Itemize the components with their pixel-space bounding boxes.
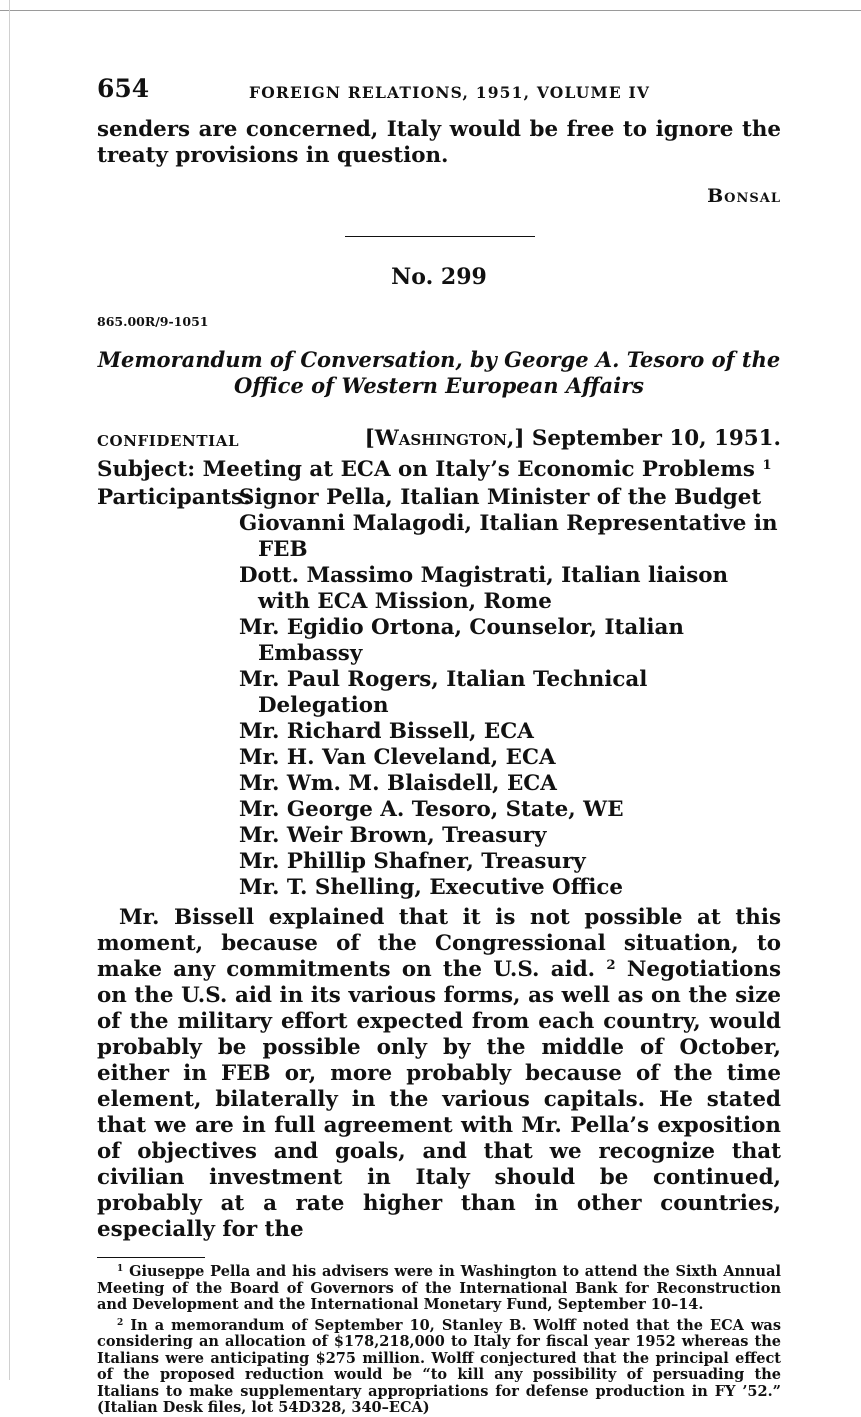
footnote-marker: 2	[117, 1317, 124, 1328]
footnote	[97, 1318, 781, 1417]
running-title: FOREIGN RELATIONS, 1951, VOLUME IV	[249, 83, 651, 102]
subject-label: Subject:	[97, 457, 196, 482]
participant: Dott. Massimo Magistrati, Italian liaison with ECA Mission, Rome	[239, 563, 729, 614]
section-divider	[345, 236, 535, 237]
signature: Bonsal	[707, 185, 781, 207]
participant: Mr. George A. Tesoro, State, WE	[239, 797, 624, 822]
body-paragraph	[97, 905, 781, 1243]
scan-frame-top	[0, 0, 861, 11]
footnote-rule	[97, 1257, 205, 1258]
footnote-marker: 1	[117, 1264, 124, 1275]
place-open-bracket: [	[364, 426, 375, 451]
document-page	[97, 74, 781, 1417]
carryover-paragraph: senders are concerned, Italy would be free to ignore the treaty provisions in question.	[97, 117, 781, 168]
running-header	[97, 74, 781, 106]
participant: Mr. T. Shelling, Executive Office	[239, 875, 624, 900]
place-date	[365, 426, 781, 451]
page-number: 654	[97, 74, 150, 103]
subject-line	[97, 457, 781, 483]
participant: Mr. Paul Rogers, Italian Technical Delegation	[239, 667, 648, 718]
participant: Mr. Egidio Ortona, Counselor, Italian Embassy	[239, 615, 684, 666]
footnote-ref-2: 2	[606, 957, 616, 973]
participants-label: Participants:	[97, 485, 251, 510]
participants-list	[239, 485, 781, 901]
document-number: No. 299	[391, 264, 487, 290]
participants	[97, 485, 781, 901]
memo-title: Memorandum of Conversation, by George A. Tesoro of the Office of Western European Affairs	[97, 347, 781, 398]
participant: Mr. Phillip Shafner, Treasury	[239, 849, 586, 874]
footnote-text: In a memorandum of September 10, Stanley B. Wolff noted that the ECA was considering an allocation of $178,218,000 to Italy for fiscal year 1952 whereas the Italians were anticipating $275 million. Wolff conjectured that the principal effect of the proposed reduction would be “to kill any possibility of persuading the Italians to make supplementary appropriations for defense production in FY ’52.” (Italian Desk files, lot 54D328, 340–ECA)	[97, 1316, 781, 1416]
classification: CONFIDENTIAL	[97, 432, 240, 450]
participant: Giovanni Malagodi, Italian Representative in FEB	[239, 511, 778, 562]
participant: Signor Pella, Italian Minister of the Budget	[239, 485, 762, 510]
participant: Mr. H. Van Cleveland, ECA	[239, 745, 556, 770]
participant: Mr. Richard Bissell, ECA	[239, 719, 534, 744]
participant: Mr. Weir Brown, Treasury	[239, 823, 547, 848]
participant: Mr. Wm. M. Blaisdell, ECA	[239, 771, 557, 796]
body-text-part1: Mr. Bissell explained that it is not possible at this moment, because of the Congressional situation, to make any commitments on the U.S. aid.	[97, 905, 781, 982]
body-text-part2: Negotiations on the U.S. aid in its various forms, as well as on the size of the military effort expected from each country, would probably be possible only by the middle of October, either in FEB or, more probably because of the time element, bilaterally in the various capitals. He stated that we are in full agreement with Mr. Pella’s exposition of objectives and goals, and that we recognize that civilian investment in Italy should be continued, probably at a rate higher than in other countries, especially for the	[97, 957, 781, 1242]
classification-row	[97, 426, 781, 452]
subject-text: Meeting at ECA on Italy’s Economic Problems	[202, 457, 755, 482]
file-id: 865.00R/9-1051	[97, 314, 209, 329]
footnote-ref-1: 1	[762, 457, 772, 473]
place-date-text: ,] September 10, 1951.	[506, 426, 781, 451]
place-name: Washington	[374, 426, 507, 451]
footnote	[97, 1264, 781, 1314]
scan-frame-left	[0, 0, 10, 1380]
footnote-text: Giuseppe Pella and his advisers were in Washington to attend the Sixth Annual Meeting of the Board of Governors of the International Bank for Reconstruction and Development and the International Monetary Fund, September 10–14.	[97, 1263, 781, 1313]
